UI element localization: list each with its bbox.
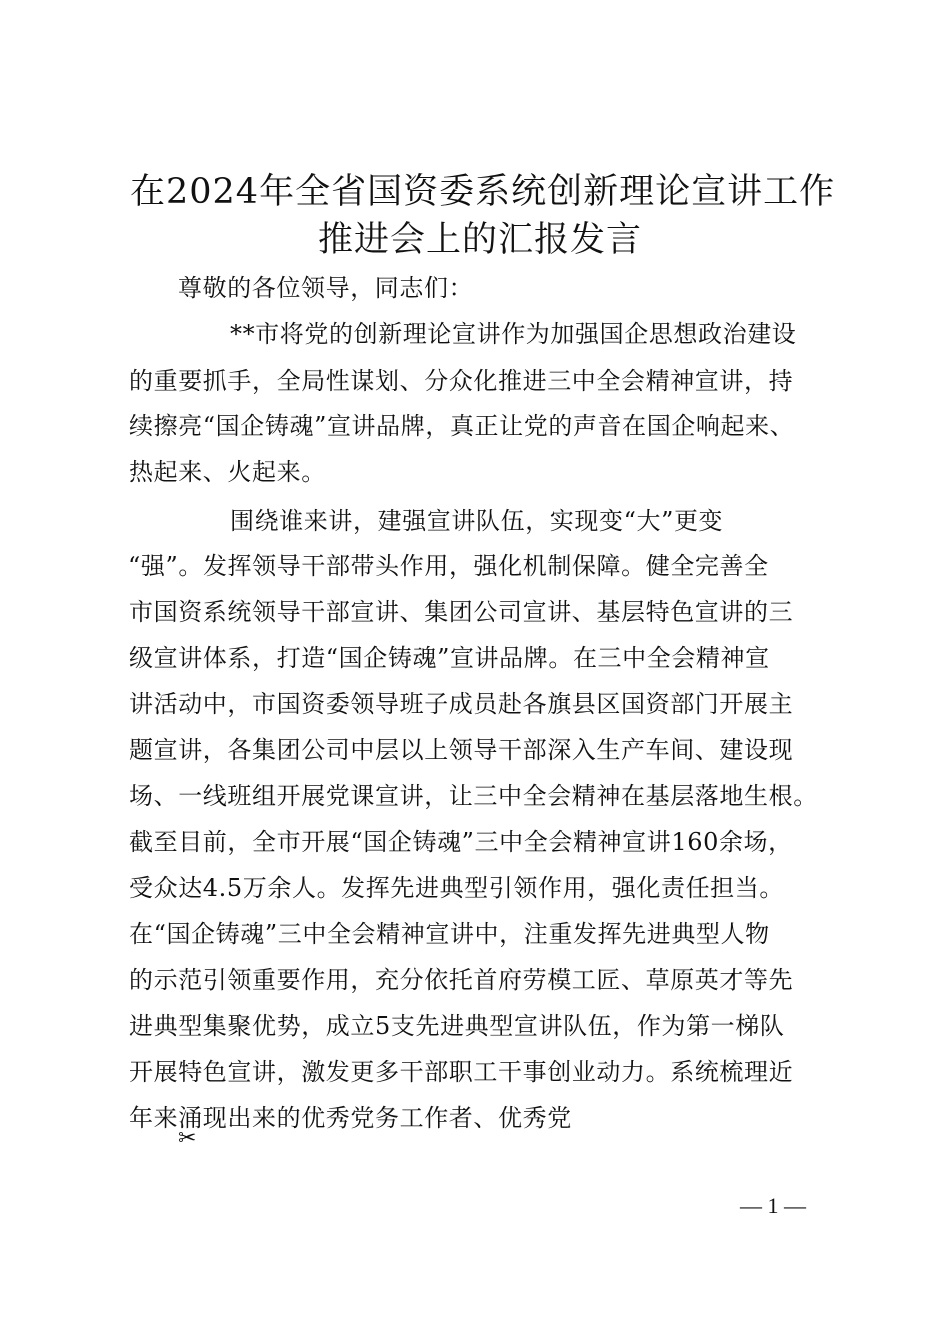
- body-line: “强”。发挥领导干部带头作用，强化机制保障。健全完善全: [128, 552, 769, 580]
- body-line: 讲活动中，市国资委领导班子成员赴各旗县区国资部门开展主: [129, 690, 794, 718]
- body-line: 题宣讲，各集团公司中层以上领导干部深入生产车间、建设现: [129, 736, 794, 764]
- body-line: 围绕谁来讲，建强宣讲队伍，实现变“大”更变: [230, 507, 724, 535]
- body-line: 受众达4.5万余人。发挥先进典型引领作用，强化责任担当。: [129, 874, 784, 902]
- body-line: 截至目前，全市开展“国企铸魂”三中全会精神宣讲160余场，: [129, 828, 793, 856]
- body-line: 进典型集聚优势，成立5支先进典型宣讲队伍，作为第一梯队: [129, 1012, 785, 1040]
- body-line: 的重要抓手，全局性谋划、分众化推进三中全会精神宣讲，持: [129, 367, 794, 395]
- body-line: **市将党的创新理论宣讲作为加强国企思想政治建设: [230, 320, 797, 348]
- greeting: 尊敬的各位领导，同志们：: [178, 274, 474, 302]
- body-line: 在“国企铸魂”三中全会精神宣讲中，注重发挥先进典型人物: [129, 920, 770, 948]
- page-number: — 1 —: [740, 1193, 806, 1218]
- body-line: 场、一线班组开展党课宣讲，让三中全会精神在基层落地生根。: [129, 782, 818, 810]
- body-line: 年来涌现出来的优秀党务工作者、优秀党: [129, 1104, 572, 1132]
- scissors-icon: ✂: [178, 1126, 197, 1151]
- body-line: 续擦亮“国企铸魂”宣讲品牌，真正让党的声音在国企响起来、: [129, 412, 795, 440]
- body-line: 级宣讲体系，打造“国企铸魂”宣讲品牌。在三中全会精神宣: [129, 644, 770, 672]
- body-line: 热起来、火起来。: [129, 458, 326, 486]
- title-line-1: 在2024年全省国资委系统创新理论宣讲工作: [130, 172, 836, 212]
- body-line: 的示范引领重要作用，充分依托首府劳模工匠、草原英才等先: [129, 966, 794, 994]
- body-line: 开展特色宣讲，激发更多干部职工干事创业动力。系统梳理近: [129, 1058, 794, 1086]
- title-line-2: 推进会上的汇报发言: [317, 220, 642, 260]
- body-line: 市国资系统领导干部宣讲、集团公司宣讲、基层特色宣讲的三: [129, 598, 794, 626]
